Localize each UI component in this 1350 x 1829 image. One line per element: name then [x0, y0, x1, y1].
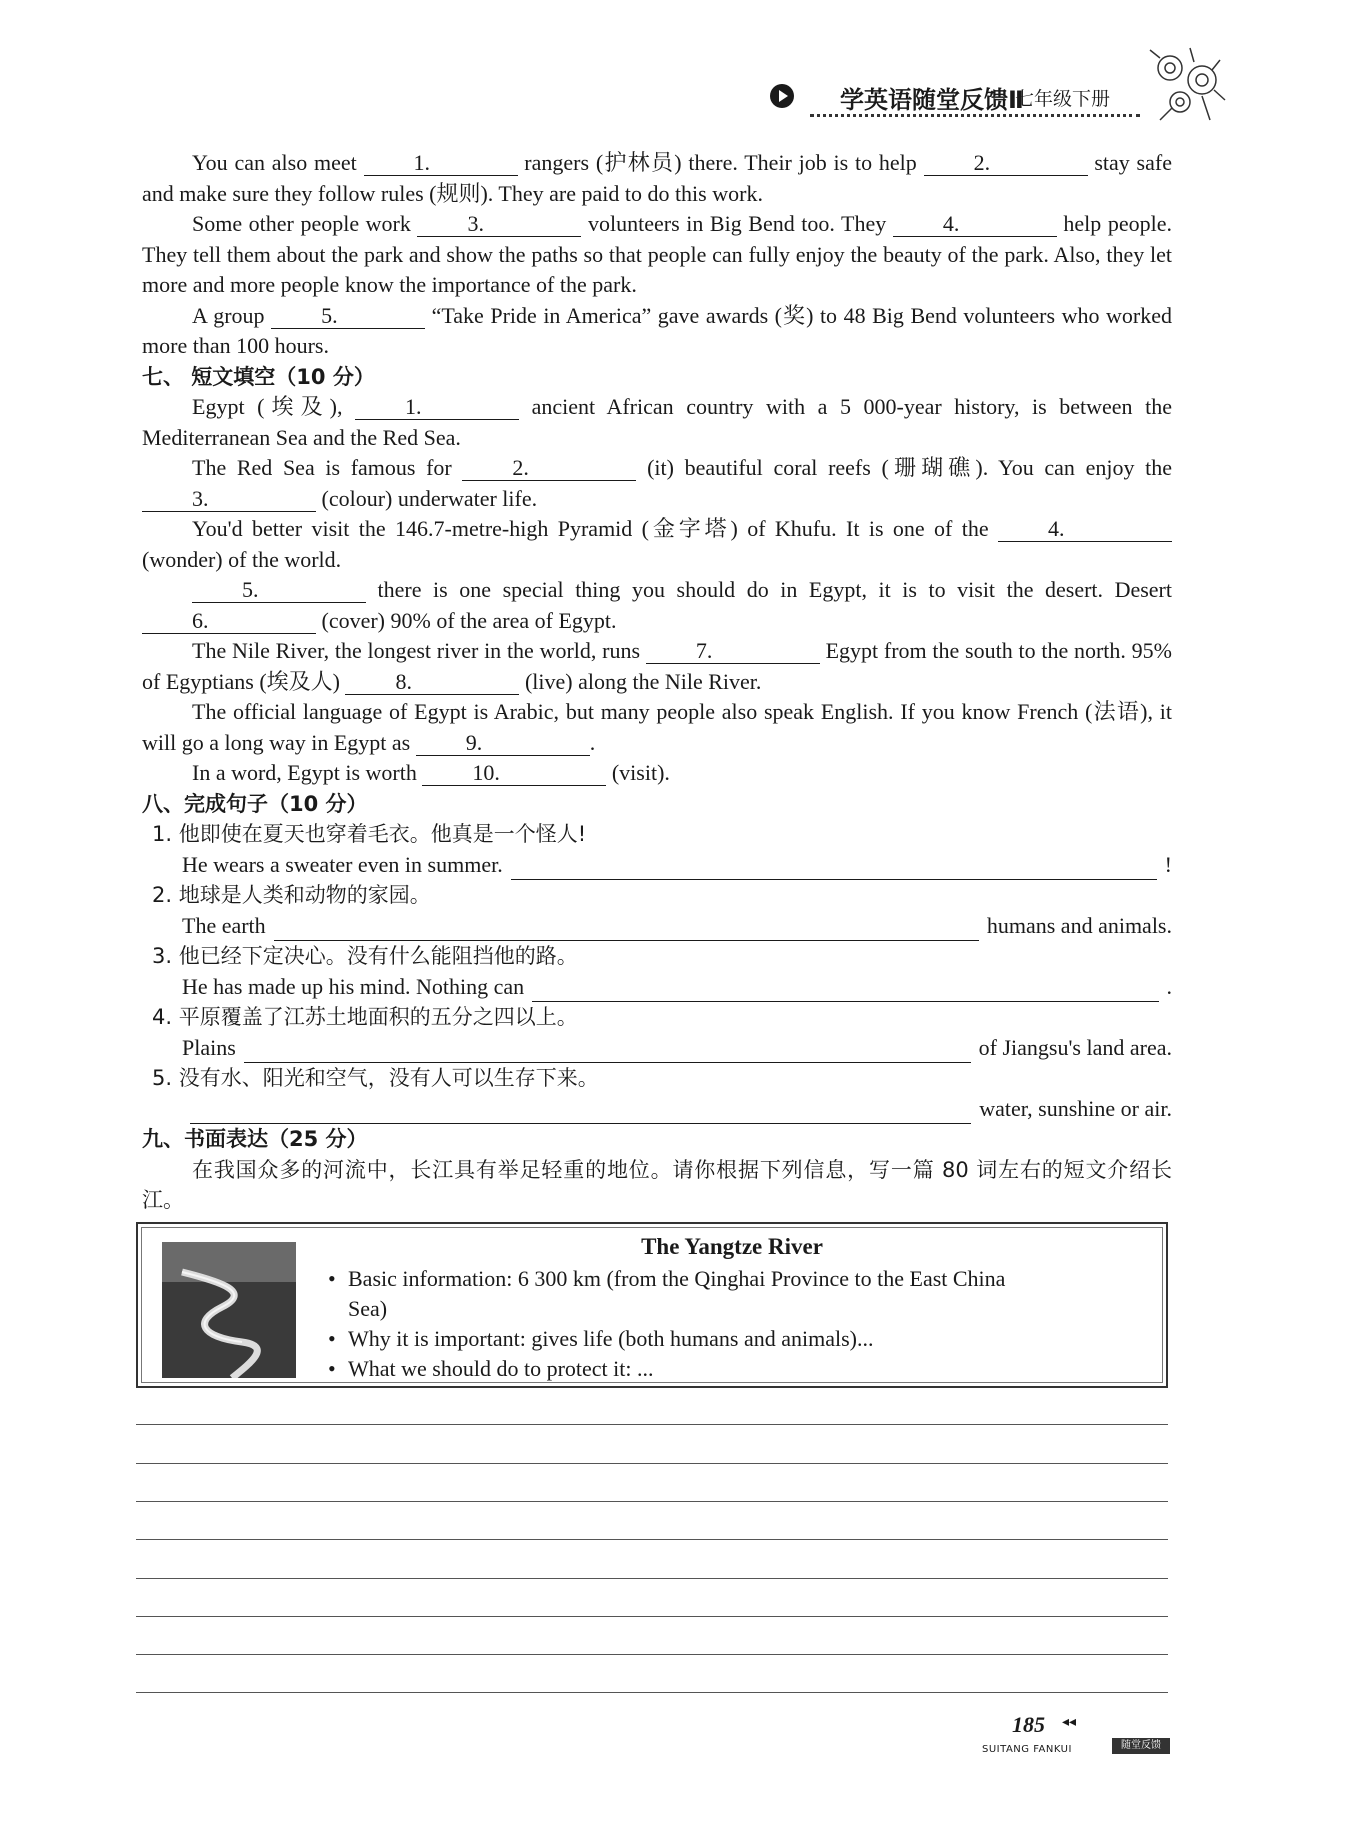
info-item-basic-continued: Sea)	[348, 1296, 388, 1321]
blank-input[interactable]: 5.	[192, 578, 366, 603]
sentence-suffix: of Jiangsu's land area.	[978, 1034, 1172, 1060]
writing-line[interactable]	[136, 1463, 1168, 1464]
blank-input[interactable]: 1.	[355, 395, 519, 420]
footer-brand: SUITANG FANKUI	[982, 1744, 1072, 1755]
writing-line[interactable]	[136, 1692, 1168, 1693]
sentence-chinese: 5. 没有水、阳光和空气，没有人可以生存下来。	[152, 1066, 599, 1090]
sentence-chinese: 4. 平原覆盖了江苏土地面积的五分之四以上。	[152, 1005, 578, 1029]
writing-line[interactable]	[136, 1616, 1168, 1617]
sentence-suffix: humans and animals.	[986, 912, 1172, 938]
footer-logo: 随堂反馈	[1112, 1738, 1170, 1754]
blank-input[interactable]: 7.	[646, 639, 820, 664]
section7-paragraph-4: 5. there is one special thing you should do in Egypt, it is to visit the desert. Desert 6. (cover) 90% of the area of Egypt.	[142, 575, 1172, 636]
sentence-prefix: He wears a sweater even in summer.	[182, 851, 503, 877]
sentence-suffix: !	[1164, 851, 1172, 877]
sentence-chinese: 1. 他即使在夏天也穿着毛衣。他真是一个怪人!	[152, 822, 587, 846]
writing-line[interactable]	[136, 1654, 1168, 1655]
blank-input[interactable]: 9.	[416, 731, 590, 756]
writing-line[interactable]	[136, 1578, 1168, 1579]
sentence-suffix: water, sunshine or air.	[979, 1095, 1172, 1121]
sentence-item-3	[142, 941, 1172, 1002]
passage-six	[142, 148, 1172, 1216]
writing-line[interactable]	[136, 1424, 1168, 1425]
river-photo	[162, 1242, 296, 1378]
book-title: 学英语随堂反馈Ⅱ	[840, 86, 1024, 114]
section-8-title: 八、完成句子（10 分）	[142, 791, 368, 816]
sentence-prefix: He has made up his mind. Nothing can	[182, 973, 525, 999]
sentence-prefix: The earth	[182, 912, 266, 938]
sentence-suffix: .	[1166, 973, 1172, 999]
page-header	[770, 78, 1170, 118]
yangtze-info-box	[136, 1222, 1168, 1388]
blank-input[interactable]: 2.	[924, 151, 1088, 176]
section7-paragraph-1: Egypt (埃及), 1. ancient African country with a 5 000-year history, is between the Mediterranean Sea and the Red Sea.	[142, 394, 1172, 450]
section7-paragraph-7: In a word, Egypt is worth 10. (visit).	[192, 760, 670, 785]
writing-line[interactable]	[136, 1539, 1168, 1540]
writing-line[interactable]	[136, 1501, 1168, 1502]
sentence-item-4	[142, 1002, 1172, 1063]
answer-line[interactable]	[190, 1101, 971, 1124]
section-7-title: 七、 短文填空（10 分）	[142, 364, 375, 389]
info-box-list	[328, 1264, 1148, 1384]
blank-input[interactable]: 4.	[893, 212, 1057, 237]
answer-line[interactable]	[511, 857, 1157, 880]
blank-input[interactable]: 5.	[271, 304, 425, 329]
sentence-prefix: Plains	[182, 1034, 236, 1060]
page-number: 185	[1012, 1712, 1045, 1737]
info-item-importance: • Why it is important: gives life (both humans and animals)...	[328, 1326, 874, 1351]
double-arrow-icon: ◂◂	[1062, 1715, 1077, 1730]
sentence-chinese: 2. 地球是人类和动物的家园。	[152, 883, 431, 907]
section7-paragraph-5: The Nile River, the longest river in the world, runs 7. Egypt from the south to the north. 95% of Egyptians (埃及人) 8. (live) along the Nile River.	[142, 638, 1172, 694]
blank-input[interactable]: 3.	[142, 487, 316, 512]
blank-input[interactable]: 3.	[417, 212, 581, 237]
info-box-title: The Yangtze River	[641, 1234, 823, 1259]
blank-input[interactable]: 10.	[422, 761, 606, 786]
info-item-basic: • Basic information: 6 300 km (from the Qinghai Province to the East China	[328, 1266, 1006, 1291]
blank-input[interactable]: 4.	[998, 517, 1172, 542]
answer-line[interactable]	[244, 1040, 971, 1063]
info-item-protection: • What we should do to protect it: ...	[328, 1356, 654, 1381]
answer-line[interactable]	[274, 918, 979, 941]
blank-input[interactable]: 2.	[462, 456, 636, 481]
sentence-item-2	[142, 880, 1172, 941]
passage6-paragraph-1: You can also meet 1. rangers (护林员) there. Their job is to help 2. stay safe and make sure they follow rules (规则). They are paid to do this work.	[142, 150, 1172, 206]
passage6-paragraph-3: A group 5. “Take Pride in America” gave awards (奖) to 48 Big Bend volunteers who worked more than 100 hours.	[142, 302, 1172, 358]
section7-paragraph-2: The Red Sea is famous for 2. (it) beautiful coral reefs (珊瑚礁). You can enjoy the 3. (colour) underwater life.	[142, 453, 1172, 514]
blank-input[interactable]: 8.	[345, 670, 519, 695]
blank-input[interactable]: 6.	[142, 609, 316, 634]
blank-input[interactable]: 1.	[364, 151, 518, 176]
passage6-paragraph-2: Some other people work 3. volunteers in Big Bend too. They 4. help people. They tell them about the park and show the paths so that people can fully enjoy the beauty of the park. Also, they let more and more people know the importance of the park.	[142, 211, 1172, 297]
sentence-chinese: 3. 他已经下定决心。没有什么能阻挡他的路。	[152, 944, 578, 968]
section7-paragraph-6: The official language of Egypt is Arabic, but many people also speak English. If you know French (法语), it will go a long way in Egypt as 9. .	[142, 699, 1172, 755]
sentence-item-5	[142, 1063, 1172, 1124]
book-grade: 七年级下册	[1015, 88, 1111, 110]
section7-paragraph-3: You'd better visit the 146.7-metre-high Pyramid (金字塔) of Khufu. It is one of the 4. (wonder) of the world.	[142, 514, 1172, 575]
header-divider	[810, 114, 1140, 117]
flower-ornament-icon	[1140, 40, 1235, 135]
writing-instruction: 在我国众多的河流中，长江具有举足轻重的地位。请你根据下列信息，写一篇 80 词左右的短文介绍长江。	[142, 1157, 1172, 1212]
sentence-item-1	[142, 819, 1172, 880]
answer-line[interactable]	[532, 979, 1158, 1002]
section-9-title: 九、书面表达（25 分）	[142, 1127, 368, 1151]
play-icon	[770, 84, 794, 108]
